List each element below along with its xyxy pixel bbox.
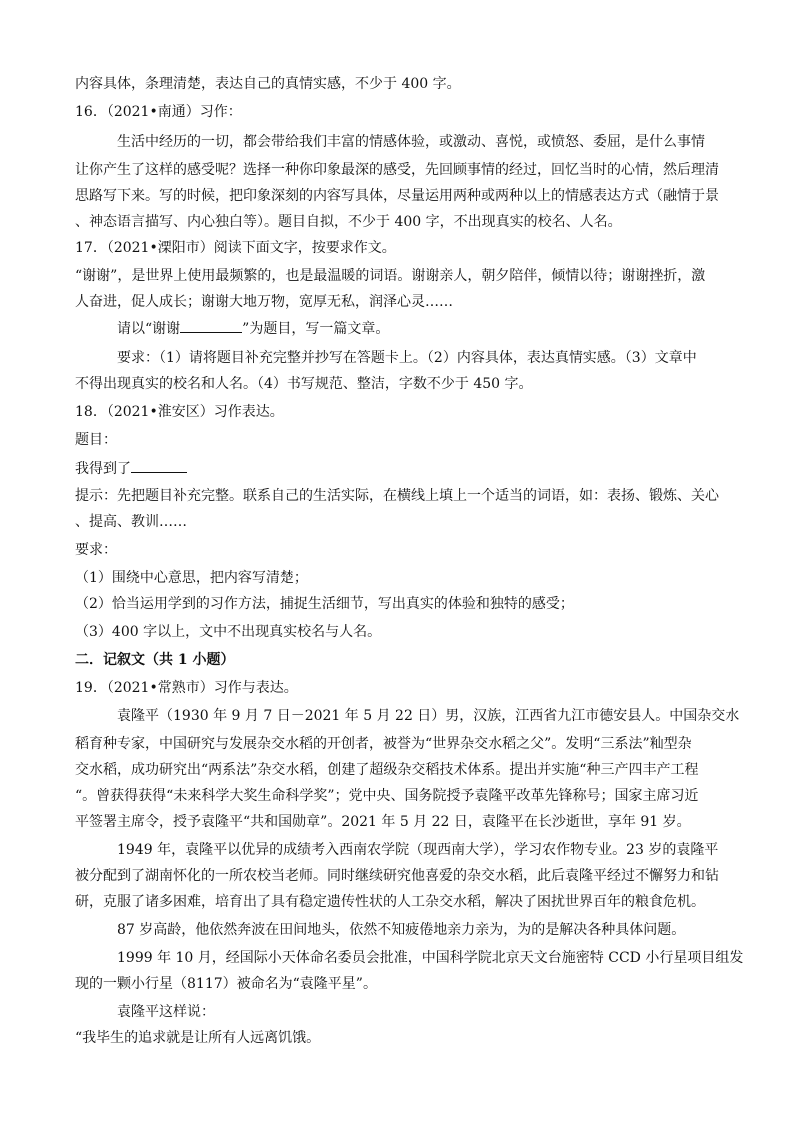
requirement-item: （3）400 字以上，文中不出现真实校名与人名。 xyxy=(75,624,382,640)
text-line: 袁隆平（1930 年 9 月 7 日－2021 年 5 月 22 日）男，汉族，江西省九江市德安县人。中国杂交水 xyxy=(117,708,740,724)
title-blank-line xyxy=(75,458,187,478)
text-line: 思路写下来。写的时候，把印象深刻的内容写具体，尽量运用两种或两种以上的情感表达方式（融情于景 xyxy=(75,188,719,204)
text-line: 被分配到了湖南怀化的一所农校当老师。同时继续研究他喜爱的杂交水稻，此后袁隆平经过不懈努力和钻 xyxy=(75,868,719,884)
title-prompt-start: 请以“谢谢 xyxy=(117,321,181,337)
question-16-heading: 16．（2021•南通）习作： xyxy=(75,104,242,120)
text-line: 要求：（1）请将题目补充完整并抄写在答题卡上。（2）内容具体，表达真情实感。（3）文章中 xyxy=(117,350,697,366)
fill-in-blank xyxy=(131,458,187,473)
text-line: “谢谢”，是世界上使用最频繁的，也是最温暖的词语。谢谢亲人，朝夕陪伴，倾情以待；谢谢挫折，激 xyxy=(75,268,706,284)
text-line: 交水稻，成功研究出“两系法”杂交水稻，创建了超级杂交稻技术体系。提出并实施“种三产四丰产工程 xyxy=(75,762,699,778)
text-line: 让你产生了这样的感受呢？选择一种你印象最深的感受，先回顾事情的经过，回忆当时的心情，然后理清 xyxy=(75,162,719,178)
text-line: 稻育种专家，中国研究与发展杂交水稻的开创者，被誉为“世界杂交水稻之父”。发明“三系法”籼型杂 xyxy=(75,736,692,752)
text-line: “我毕生的追求就是让所有人远离饥饿。 xyxy=(75,1030,321,1046)
text-line: 内容具体，条理清楚，表达自己的真情实感，不少于 400 字。 xyxy=(75,76,461,92)
text-line: 1949 年，袁隆平以优异的成绩考入西南农学院（现西南大学），学习农作物专业。23 岁的袁隆平 xyxy=(117,842,719,858)
text-line: “。曾获得获得“未来科学大奖生命科学奖”；党中央、国务院授予袁隆平改革先锋称号；国家主席习近 xyxy=(75,788,699,804)
text-line: 1999 年 10 月，经国际小天体命名委员会批准，中国科学院北京天文台施密特 CCD 小行星项目组发 xyxy=(117,950,744,966)
section-heading: 二．记叙文（共 1 小题） xyxy=(75,652,235,668)
title-prompt-line xyxy=(117,318,389,338)
requirement-item: （1）围绕中心意思，把内容写清楚； xyxy=(75,570,308,586)
question-18-heading: 18．（2021•淮安区）习作表达。 xyxy=(75,404,284,420)
text-line: 研，克服了诸多困难，培育出了具有稳定遗传性状的人工杂交水稻，解决了困扰世界百年的粮食危机。 xyxy=(75,894,705,910)
text-line: 袁隆平这样说： xyxy=(117,1004,215,1020)
text-line: 要求： xyxy=(75,542,117,558)
text-line: 、神态语言描写、内心独白等）。题目自拟，不少于 400 字，不出现真实的校名、人名。 xyxy=(75,214,622,230)
text-line: 平签署主席令，授予袁隆平“共和国勋章”。2021 年 5 月 22 日，袁隆平在长沙逝世，享年 91 岁。 xyxy=(75,814,691,830)
question-17-heading: 17．（2021•溧阳市）阅读下面文字，按要求作文。 xyxy=(75,240,396,256)
text-line: 题目： xyxy=(75,432,117,448)
text-line: 生活中经历的一切，都会带给我们丰富的情感体验，或激动、喜悦，或愤怒、委屈，是什么事情 xyxy=(117,134,705,150)
text-line: 人奋进，促人成长；谢谢大地万物，宽厚无私，润泽心灵…… xyxy=(75,294,453,310)
title-prompt-end: ”为题目，写一篇文章。 xyxy=(242,321,390,337)
fill-in-blank xyxy=(180,318,242,333)
text-line: 提示：先把题目补充完整。联系自己的生活实际，在横线上填上一个适当的词语，如：表扬、锻炼、关心 xyxy=(75,488,719,504)
text-line: 不得出现真实的校名和人名。（4）书写规范、整洁，字数不少于 450 字。 xyxy=(75,376,533,392)
text-line: 现的一颗小行星（8117）被命名为“袁隆平星”。 xyxy=(75,976,377,992)
question-19-heading: 19．（2021•常熟市）习作与表达。 xyxy=(75,680,298,696)
requirement-item: （2）恰当运用学到的习作方法，捕捉生活细节，写出真实的体验和独特的感受； xyxy=(75,596,574,612)
text-line: 、提高、教训…… xyxy=(75,514,187,530)
text-line: 87 岁高龄，他依然奔波在田间地头，依然不知疲倦地亲力亲为，为的是解决各种具体问题。 xyxy=(117,922,686,938)
title-start: 我得到了 xyxy=(75,461,131,477)
